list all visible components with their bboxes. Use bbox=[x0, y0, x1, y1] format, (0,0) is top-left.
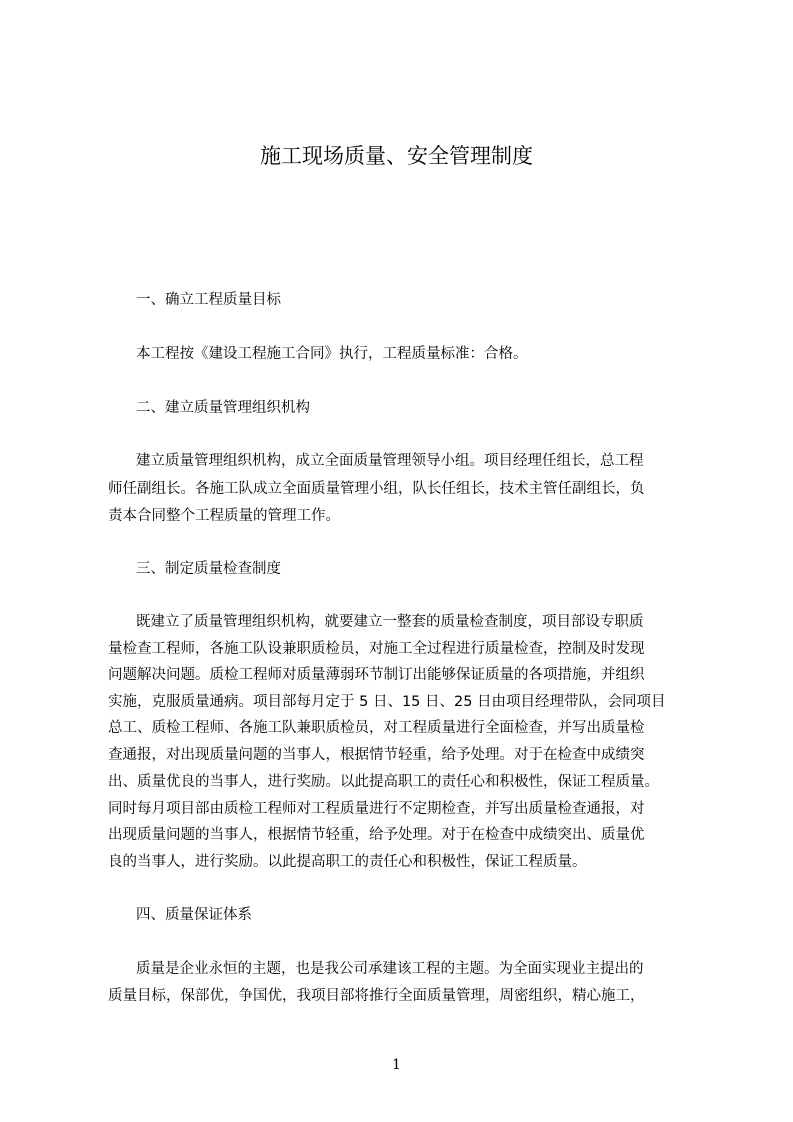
paragraph-line: 责本合同整个工程质量的管理工作。 bbox=[108, 508, 340, 524]
paragraph-line: 质量是企业永恒的主题，也是我公司承建该工程的主题。为全面实现业主提出的 bbox=[136, 961, 644, 977]
paragraph-line: 师任副组长。各施工队成立全面质量管理小组，队长任组长，技术主管任副组长，负 bbox=[108, 481, 645, 497]
paragraph-line: 问题解决问题。质检工程师对质量薄弱环节制订出能够保证质量的各项措施，并组织 bbox=[108, 667, 645, 683]
paragraph-line: 良的当事人，进行奖励。以此提高职工的责任心和积极性，保证工程质量。 bbox=[108, 854, 587, 870]
section-heading: 四、质量保证体系 bbox=[136, 907, 252, 923]
paragraph-line: 查通报，对出现质量问题的当事人，根据情节轻重，给予处理。对于在检查中成绩突 bbox=[108, 747, 645, 763]
section-heading: 一、确立工程质量目标 bbox=[136, 292, 281, 308]
page-number: 1 bbox=[392, 1057, 401, 1073]
paragraph-line: 出、质量优良的当事人，进行奖励。以此提高职工的责任心和积极性，保证工程质量。 bbox=[108, 774, 659, 790]
section-heading: 二、建立质量管理组织机构 bbox=[136, 400, 310, 416]
paragraph-line: 质量目标，保部优，争国优，我项目部将推行全面质量管理，周密组织，精心施工， bbox=[108, 988, 645, 1004]
paragraph-line: 量检查工程师，各施工队设兼职质检员，对施工全过程进行质量检查，控制及时发现 bbox=[108, 641, 645, 657]
paragraph-line: 出现质量问题的当事人，根据情节轻重，给予处理。对于在检查中成绩突出、质量优 bbox=[108, 827, 645, 843]
section-heading: 三、制定质量检查制度 bbox=[136, 561, 281, 577]
paragraph-line: 建立质量管理组织机构，成立全面质量管理领导小组。项目经理任组长，总工程 bbox=[136, 453, 644, 469]
paragraph-line: 既建立了质量管理组织机构，就要建立一整套的质量检查制度，项目部设专职质 bbox=[136, 614, 644, 630]
document-title: 施工现场质量、安全管理制度 bbox=[260, 144, 533, 168]
paragraph-line: 同时每月项目部由质检工程师对工程质量进行不定期检查，并写出质量检查通报，对 bbox=[108, 801, 645, 817]
paragraph-line: 本工程按《建设工程施工合同》执行，工程质量标准：合格。 bbox=[136, 346, 528, 362]
paragraph-line: 总工、质检工程师、各施工队兼职质检员，对工程质量进行全面检查，并写出质量检 bbox=[108, 720, 645, 736]
paragraph-line: 实施，克服质量通病。项目部每月定于 5 日、15 日、25 日由项目经理带队，会同项目 bbox=[108, 694, 666, 710]
